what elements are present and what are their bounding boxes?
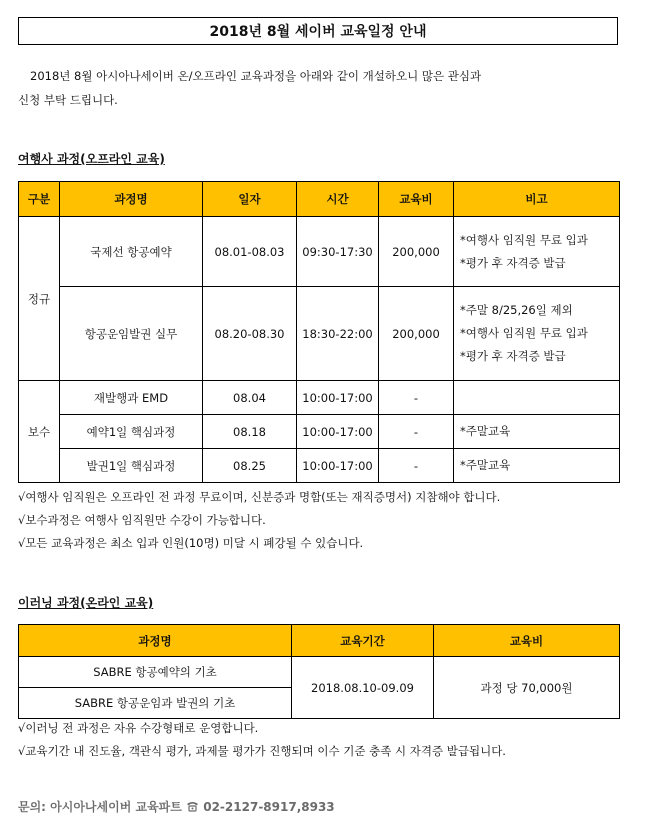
table-row <box>19 217 620 287</box>
course-time: 10:00-17:00 <box>297 449 379 483</box>
remark-line: *평가 후 자격증 발급 <box>460 349 566 363</box>
offline-heading: 여행사 과정(오프라인 교육) <box>18 152 165 166</box>
course-fee: 200,000 <box>379 217 454 287</box>
header-fee: 교육비 <box>379 182 454 217</box>
course-name: 항공운임발권 실무 <box>60 287 203 381</box>
remark-line: *주말 8/25,26일 제외 <box>460 303 573 317</box>
course-name: SABRE 항공예약의 기초 <box>19 657 292 688</box>
remark-line: *여행사 임직원 무료 입과 <box>460 326 588 340</box>
course-fee: - <box>379 415 454 449</box>
intro-line-1: 2018년 8월 아시아나세이버 온/오프라인 교육과정을 아래와 같이 개설하오니 많은 관심과 <box>30 69 482 83</box>
intro-paragraph <box>18 64 628 112</box>
footnote: √이러닝 전 과정은 자유 수강형태로 운영합니다. <box>18 721 259 735</box>
table-row <box>19 381 620 415</box>
course-remarks: *주말교육 <box>454 415 620 449</box>
remark-line: *평가 후 자격증 발급 <box>460 255 566 270</box>
course-time: 10:00-17:00 <box>297 415 379 449</box>
online-schedule-table <box>18 624 620 719</box>
online-footnotes <box>18 717 506 763</box>
footnote: √모든 교육과정은 최소 입과 인원(10명) 미달 시 폐강될 수 있습니다. <box>18 536 364 550</box>
course-date: 08.25 <box>203 449 297 483</box>
offline-footnotes <box>18 486 500 555</box>
document-title-box <box>18 17 618 45</box>
remark-line: *여행사 임직원 무료 입과 <box>460 232 588 247</box>
header-category: 구분 <box>19 182 60 217</box>
course-period: 2018.08.10-09.09 <box>292 657 434 719</box>
footnote: √교육기간 내 진도율, 객관식 평가, 과제물 평가가 진행되며 이수 기준 충족 시 자격증 발급됩니다. <box>18 744 506 758</box>
course-time: 09:30-17:30 <box>297 217 379 287</box>
footnote: √보수과정은 여행사 임직원만 수강이 가능합니다. <box>18 513 266 527</box>
table-header-row <box>19 625 620 657</box>
course-name: 예약1일 핵심과정 <box>60 415 203 449</box>
course-name: 발권1일 핵심과정 <box>60 449 203 483</box>
contact-info <box>18 798 335 815</box>
header-period: 교육기간 <box>292 625 434 657</box>
intro-line-2: 신청 부탁 드립니다. <box>18 93 118 107</box>
header-course-name: 과정명 <box>60 182 203 217</box>
course-remarks <box>454 381 620 415</box>
header-time: 시간 <box>297 182 379 217</box>
phone-icon <box>186 800 203 814</box>
table-row <box>19 449 620 483</box>
header-remarks: 비고 <box>454 182 620 217</box>
course-date: 08.04 <box>203 381 297 415</box>
footnote: √여행사 임직원은 오프라인 전 과정 무료이며, 신분증과 명함(또는 재직증명서) 지참해야 합니다. <box>18 490 501 504</box>
header-fee: 교육비 <box>434 625 620 657</box>
course-date: 08.01-08.03 <box>203 217 297 287</box>
course-fee: - <box>379 381 454 415</box>
course-remarks: *주말교육 <box>454 449 620 483</box>
course-remarks <box>454 287 620 381</box>
table-row <box>19 415 620 449</box>
course-name: 재발행과 EMD <box>60 381 203 415</box>
offline-schedule-table <box>18 181 620 483</box>
document-title: 2018년 8월 세이버 교육일정 안내 <box>209 24 427 40</box>
header-date: 일자 <box>203 182 297 217</box>
course-fee: 과정 당 70,000원 <box>434 657 620 719</box>
course-date: 08.18 <box>203 415 297 449</box>
group-regular: 정규 <box>19 217 60 381</box>
contact-phone: 02-2127-8917,8933 <box>203 800 335 814</box>
group-refresh: 보수 <box>19 381 60 483</box>
course-date: 08.20-08.30 <box>203 287 297 381</box>
course-time: 18:30-22:00 <box>297 287 379 381</box>
table-header-row <box>19 182 620 217</box>
online-heading: 이러닝 과정(온라인 교육) <box>18 596 154 610</box>
course-name: SABRE 항공운임과 발권의 기초 <box>19 688 292 719</box>
table-row <box>19 287 620 381</box>
course-fee: - <box>379 449 454 483</box>
course-time: 10:00-17:00 <box>297 381 379 415</box>
header-course-name: 과정명 <box>19 625 292 657</box>
course-name: 국제선 항공예약 <box>60 217 203 287</box>
table-row <box>19 657 620 688</box>
contact-label: 문의: 아시아나세이버 교육파트 <box>18 800 182 814</box>
course-remarks <box>454 217 620 287</box>
course-fee: 200,000 <box>379 287 454 381</box>
